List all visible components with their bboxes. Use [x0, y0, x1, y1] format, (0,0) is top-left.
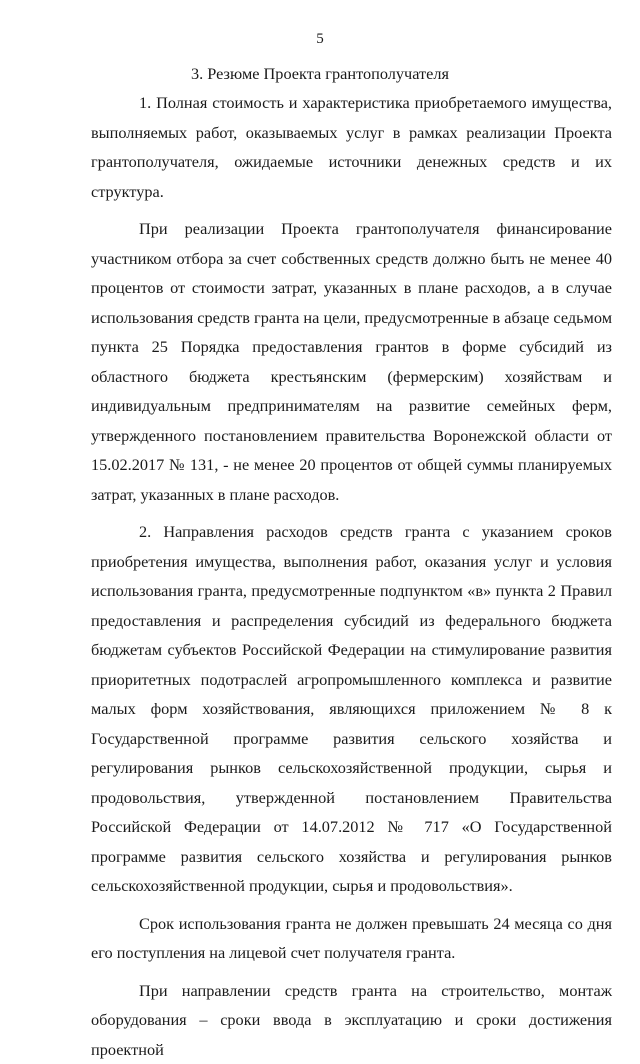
- paragraph-2-expense-directions: 2. Направления расходов средств гранта с указанием сроков приобретения имущества, выполнения работ, оказания услуг и условия использования гранта, предусмотренные подпунктом «в» пункта 2 Правил предоставления и распределения субсидий из федерального бюджета бюджетам субъектов Российской Федерации на стимулирование развития приоритетных подотраслей агропромышленного комплекса и развитие малых форм хозяйствования, являющихся приложением № 8 к Государственной программе развития сельского хозяйства и регулирования рынков сельскохозяйственной продукции, сырья и продовольствия, утвержденной постановлением Правительства Российской Федерации от 14.07.2012 № 717 «О Государственной программе развития сельского хозяйства и регулирования рынков сельскохозяйственной продукции, сырья и продовольствия».: [91, 517, 612, 901]
- document-body: [91, 88, 612, 1064]
- page-number: 5: [0, 29, 640, 49]
- paragraph-1-total-cost: 1. Полная стоимость и характеристика приобретаемого имущества, выполняемых работ, оказываемых услуг в рамках реализации Проекта грантополучателя, ожидаемые источники денежных средств и их структура.: [91, 88, 612, 206]
- paragraph-construction: При направлении средств гранта на строительство, монтаж оборудования – сроки ввода в эксплуатацию и сроки достижения проектной: [91, 976, 612, 1064]
- paragraph-grant-term: Срок использования гранта не должен превышать 24 месяца со дня его поступления на лицевой счет получателя гранта.: [91, 909, 612, 968]
- paragraph-cofinancing: При реализации Проекта грантополучателя финансирование участником отбора за счет собственных средств должно быть не менее 40 процентов от стоимости затрат, указанных в плане расходов, а в случае использования средств гранта на цели, предусмотренные в абзаце седьмом пункта 25 Порядка предоставления грантов в форме субсидий из областного бюджета крестьянским (фермерским) хозяйствам и индивидуальным предпринимателям на развитие семейных ферм, утвержденного постановлением правительства Воронежской области от 15.02.2017 № 131, - не менее 20 процентов от общей суммы планируемых затрат, указанных в плане расходов.: [91, 214, 612, 509]
- section-title: 3. Резюме Проекта грантополучателя: [0, 62, 640, 86]
